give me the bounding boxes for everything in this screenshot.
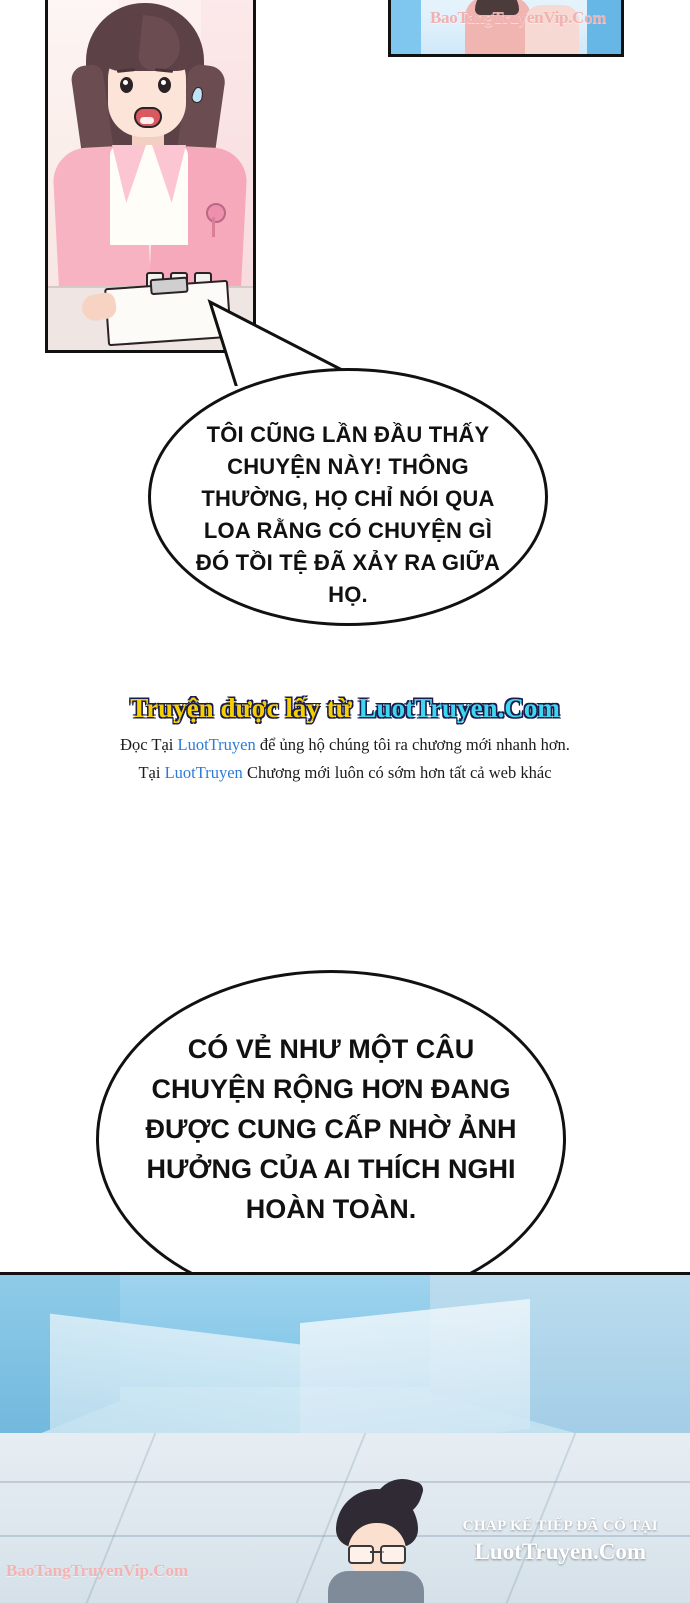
next-chapter-cta [463,1518,658,1565]
glasses-lens-right [380,1545,406,1564]
promo-subline-2-pre: Tại [138,763,165,782]
speech-bubble-1 [148,368,548,626]
panel-wall-left [391,0,421,54]
promo-headline [0,692,690,724]
character-eye-highlight-left [123,80,128,85]
promo-subline-2 [0,760,690,786]
promo-headline-part1: Truyện được lấy từ [130,693,359,723]
promo-subline-2-brand: LuotTruyen [164,763,243,782]
speech-bubble-2 [96,970,566,1308]
watermark-bottom-left: BaoTangTruyenVip.Com [6,1561,189,1580]
bottom-character [318,1489,434,1603]
promo-subline-1 [0,732,690,758]
character-badge-strap [212,217,215,237]
next-chapter-cta-line1: CHAP KẾ TIẾP ĐÃ CÓ TẠI [462,1518,658,1534]
character-mouth [134,107,162,128]
promo-subline-1-post: để ủng hộ chúng tôi ra chương mới nhanh hơn. [255,735,570,754]
bottom-character-body [328,1571,424,1603]
glasses-lens-left [348,1545,374,1564]
promo-headline-brand: LuotTruyen.Com [358,693,560,723]
glasses-icon [348,1545,406,1560]
promo-subline-1-pre: Đọc Tại [120,735,178,754]
watermark-top-right: BaoTangTruyenVip.Com [430,8,607,27]
next-chapter-cta-line2: LuotTruyen.Com [474,1539,647,1564]
character-badge [206,203,226,223]
promo-block [0,692,690,786]
panel-bottom-scene [0,1272,690,1603]
character-eye-highlight-right [161,80,166,85]
promo-subline-2-post: Chương mới luôn có sớm hơn tất cả web khác [242,763,552,782]
promo-subline-1-brand: LuotTruyen [177,735,256,754]
speech-bubble-2-text: CÓ VẺ NHƯ MỘT CÂU CHUYỆN RỘNG HƠN ĐANG ĐƯỢC CUNG CẤP NHỜ ẢNH HƯỞNG CỦA AI THÍCH NGHI HOÀN TOÀN. [145,1034,517,1224]
scene-panel-b [300,1299,530,1453]
speech-bubble-1-text: TÔI CŨNG LẦN ĐẦU THẤY CHUYỆN NÀY! THÔNG THƯỜNG, HỌ CHỈ NÓI QUA LOA RẰNG CÓ CHUYỆN GÌ ĐÓ TỒI TỆ ĐÃ XẢY RA GIỮA HỌ. [195,422,501,607]
